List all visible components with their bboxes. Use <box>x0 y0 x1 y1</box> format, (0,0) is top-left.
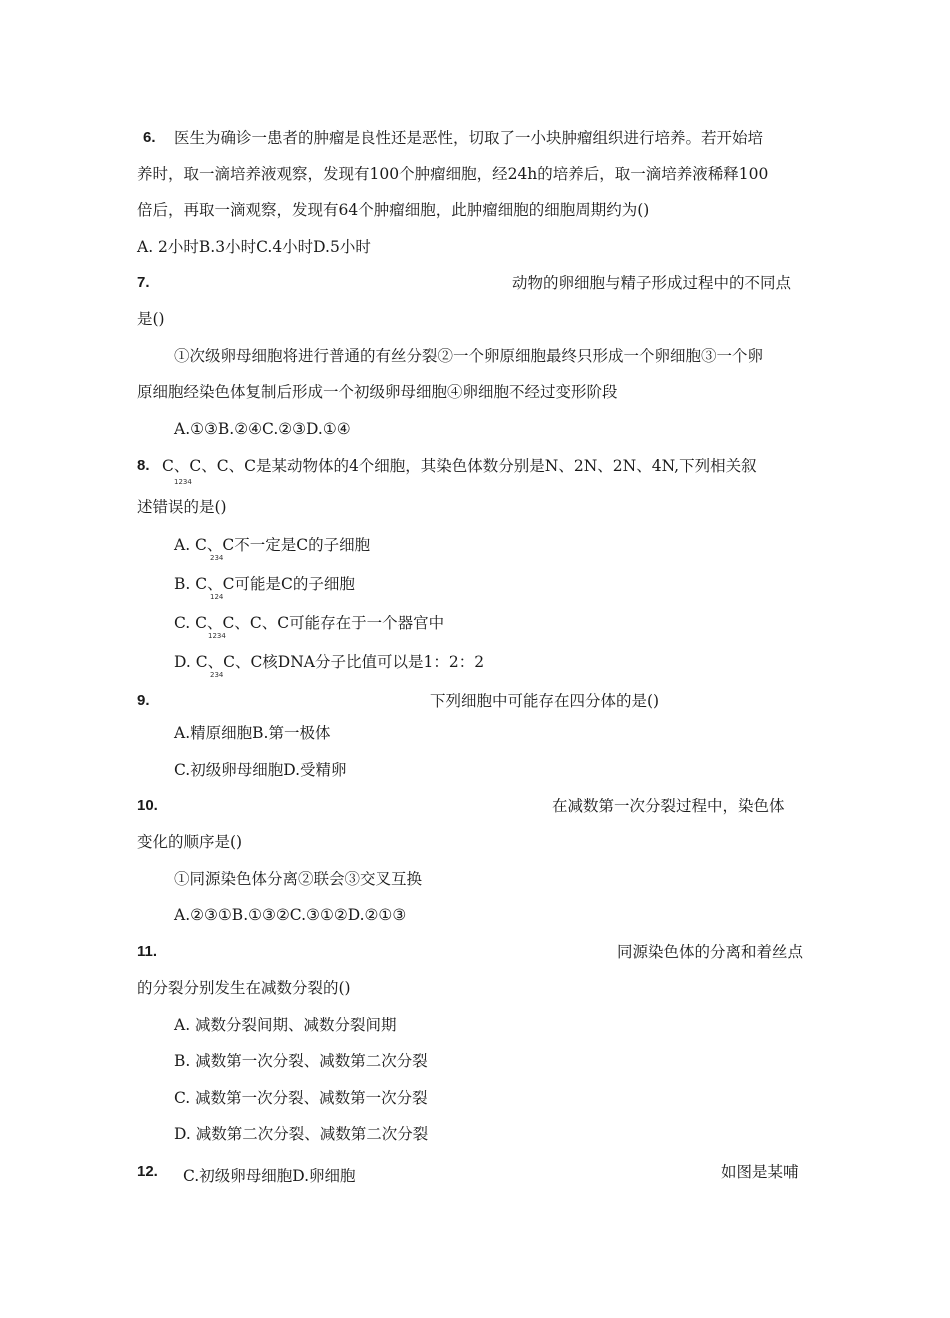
question-6-options: A. 2小时B.3小时C.4小时D.5小时 <box>137 238 371 256</box>
question-10-options: A.②③①B.①③②C.③①②D.②①③ <box>174 906 407 924</box>
question-10-stem-continued: 变化的顺序是() <box>137 833 243 851</box>
question-10-stem: 在减数第一次分裂过程中，染色体 <box>552 797 785 815</box>
question-9-options-cd: C.初级卵母细胞D.受精卵 <box>174 761 347 779</box>
question-8-option-c-subscripts: 1234 <box>208 632 226 640</box>
question-12-number: 12. <box>137 1163 158 1180</box>
question-8-option-a-subscripts: 234 <box>210 554 224 562</box>
question-8-option-c: C. C、C、C、C可能存在于一个器官中 <box>174 614 445 632</box>
question-7-statement-line-2: 原细胞经染色体复制后形成一个初级卵母细胞④卵细胞不经过变形阶段 <box>137 383 618 401</box>
question-12-leftover-options: C.初级卵母细胞D.卵细胞 <box>183 1167 356 1185</box>
question-6-number: 6. <box>143 129 156 146</box>
question-11-option-d: D. 减数第二次分裂、减数第二次分裂 <box>174 1125 429 1143</box>
question-6-line-3: 倍后，再取一滴观察，发现有64个肿瘤细胞，此肿瘤细胞的细胞周期约为() <box>137 201 650 219</box>
question-12-stem: 如图是某哺 <box>721 1163 799 1181</box>
question-9-options-ab: A.精原细胞B.第一极体 <box>174 724 331 742</box>
question-11-stem-continued: 的分裂分别发生在减数分裂的() <box>137 979 351 997</box>
question-11-number: 11. <box>137 943 158 960</box>
question-11-stem: 同源染色体的分离和着丝点 <box>617 943 804 961</box>
question-8-option-b-subscripts: 124 <box>210 593 224 601</box>
question-7-stem-continued: 是() <box>137 310 165 328</box>
question-7-options: A.①③B.②④C.②③D.①④ <box>174 420 351 438</box>
question-8-option-b: B. C、C可能是C的子细胞 <box>174 575 355 593</box>
question-9-stem: 下列细胞中可能存在四分体的是() <box>430 692 660 710</box>
question-8-stem: C、C、C、C是某动物体的4个细胞，其染色体数分别是N、2N、2N、4N,下列相关叙 <box>162 457 757 475</box>
question-8-stem-subscripts: 1234 <box>174 478 192 486</box>
question-11-option-c: C. 减数第一次分裂、减数第一次分裂 <box>174 1089 428 1107</box>
question-7-number: 7. <box>137 274 150 291</box>
question-7-statement-line-1: ①次级卵母细胞将进行普通的有丝分裂②一个卵原细胞最终只形成一个卵细胞③一个卵 <box>174 347 764 365</box>
question-6-line-2: 养时，取一滴培养液观察，发现有100个肿瘤细胞，经24h的培养后，取一滴培养液稀释100 <box>137 165 769 183</box>
question-7-stem: 动物的卵细胞与精子形成过程中的不同点 <box>512 274 792 292</box>
question-6-line-1: 医生为确诊一患者的肿瘤是良性还是恶性，切取了一小块肿瘤组织进行培养。若开始培 <box>174 129 764 147</box>
question-8-stem-continued: 述错误的是() <box>137 498 227 516</box>
question-11-option-a: A. 减数分裂间期、减数分裂间期 <box>174 1016 397 1034</box>
question-8-option-d-subscripts: 234 <box>210 671 224 679</box>
question-8-option-a: A. C、C不一定是C的子细胞 <box>174 536 371 554</box>
question-11-option-b: B. 减数第一次分裂、减数第二次分裂 <box>174 1052 428 1070</box>
question-10-statements: ①同源染色体分离②联会③交叉互换 <box>174 870 423 888</box>
question-10-number: 10. <box>137 797 158 814</box>
question-9-number: 9. <box>137 692 150 709</box>
question-8-number: 8. <box>137 457 150 474</box>
question-8-option-d: D. C、C、C核DNA分子比值可以是1：2：2 <box>174 653 485 671</box>
